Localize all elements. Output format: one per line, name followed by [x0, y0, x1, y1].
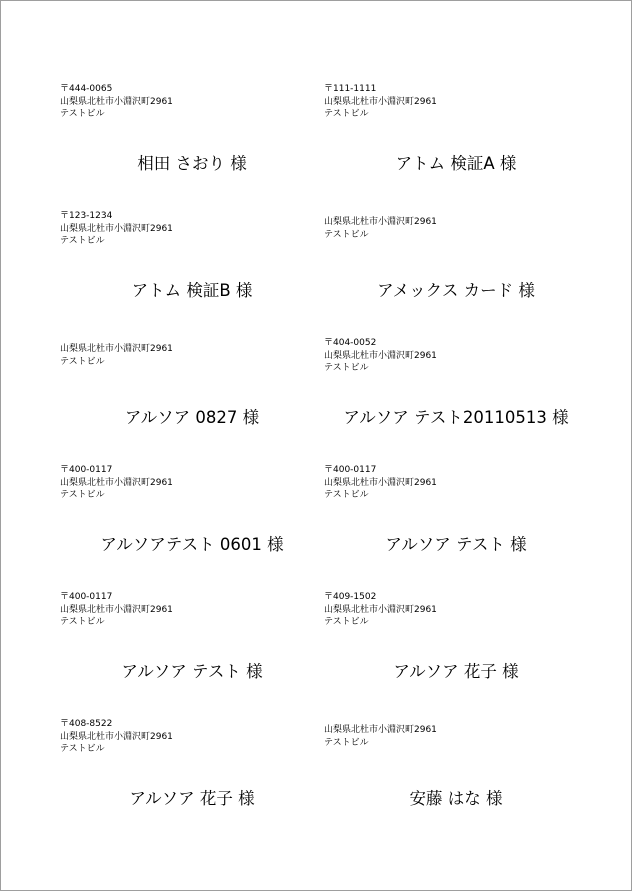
address-label [60, 337, 324, 464]
recipient-name: アトム 検証B 様 [131, 281, 253, 300]
street-address: 山梨県北杜市小淵沢町2961 [324, 217, 437, 227]
address-block [324, 591, 437, 629]
recipient-name: アメックス カード 様 [377, 281, 535, 300]
address-label [60, 718, 324, 845]
recipient-name: 安藤 はな 様 [409, 789, 503, 808]
street-address: 山梨県北杜市小淵沢町2961 [60, 223, 173, 234]
street-address: 山梨県北杜市小淵沢町2961 [60, 96, 173, 107]
recipient-name: アルソア 花子 様 [393, 662, 519, 681]
address-label [324, 83, 588, 210]
address-label [60, 210, 324, 337]
recipient-name: アルソア 花子 様 [129, 789, 255, 808]
building-name: テストビル [324, 617, 369, 627]
address-label [324, 464, 588, 591]
recipient-name: アルソア テスト20110513 様 [343, 408, 569, 427]
building-name: テストビル [60, 617, 105, 627]
street-address: 山梨県北杜市小淵沢町2961 [60, 477, 173, 488]
street-address: 山梨県北杜市小淵沢町2961 [60, 344, 173, 354]
address-label [60, 83, 324, 210]
address-block [324, 216, 437, 241]
street-address: 山梨県北杜市小淵沢町2961 [324, 604, 437, 615]
street-address: 山梨県北杜市小淵沢町2961 [60, 604, 173, 615]
street-address: 山梨県北杜市小淵沢町2961 [60, 731, 173, 742]
postal-code: 〒400-0117 [60, 465, 113, 475]
address-label [324, 210, 588, 337]
address-label [60, 464, 324, 591]
recipient-name: アルソア 0827 様 [124, 408, 260, 427]
postal-code: 〒409-1502 [324, 592, 377, 602]
building-name: テストビル [60, 356, 105, 367]
building-name: テストビル [324, 363, 369, 373]
building-name: テストビル [60, 236, 105, 246]
postal-code: 〒400-0117 [60, 592, 113, 602]
building-name: テストビル [60, 744, 105, 754]
postal-code: 〒400-0117 [324, 465, 377, 475]
address-label [60, 591, 324, 718]
recipient-name: アルソア テスト 様 [121, 662, 263, 681]
address-label [324, 337, 588, 464]
street-address: 山梨県北杜市小淵沢町2961 [324, 477, 437, 488]
building-name: テストビル [324, 490, 369, 500]
address-block [60, 464, 173, 502]
address-block [324, 724, 437, 749]
address-block [60, 83, 173, 121]
postal-code: 〒123-1234 [60, 211, 113, 221]
building-name: テストビル [324, 229, 369, 240]
postal-code: 〒404-0052 [324, 338, 377, 348]
recipient-name: 相田 さおり 様 [137, 154, 247, 173]
street-address: 山梨県北杜市小淵沢町2961 [324, 725, 437, 735]
building-name: テストビル [324, 737, 369, 748]
address-block [60, 343, 173, 368]
building-name: テストビル [60, 109, 105, 119]
postal-code: 〒111-1111 [324, 84, 377, 94]
address-block [60, 591, 173, 629]
postal-code: 〒444-0065 [60, 84, 113, 94]
address-label [324, 591, 588, 718]
address-label [324, 718, 588, 845]
street-address: 山梨県北杜市小淵沢町2961 [324, 96, 437, 107]
address-block [324, 83, 437, 121]
building-name: テストビル [60, 490, 105, 500]
recipient-name: アルソア テスト 様 [385, 535, 527, 554]
address-block [324, 464, 437, 502]
street-address: 山梨県北杜市小淵沢町2961 [324, 350, 437, 361]
recipient-name: アルソアテスト 0601 様 [100, 535, 284, 554]
building-name: テストビル [324, 109, 369, 119]
recipient-name: アトム 検証A 様 [395, 154, 517, 173]
address-block [60, 718, 173, 756]
address-block [324, 337, 437, 375]
address-block [60, 210, 173, 248]
postal-code: 〒408-8522 [60, 719, 113, 729]
